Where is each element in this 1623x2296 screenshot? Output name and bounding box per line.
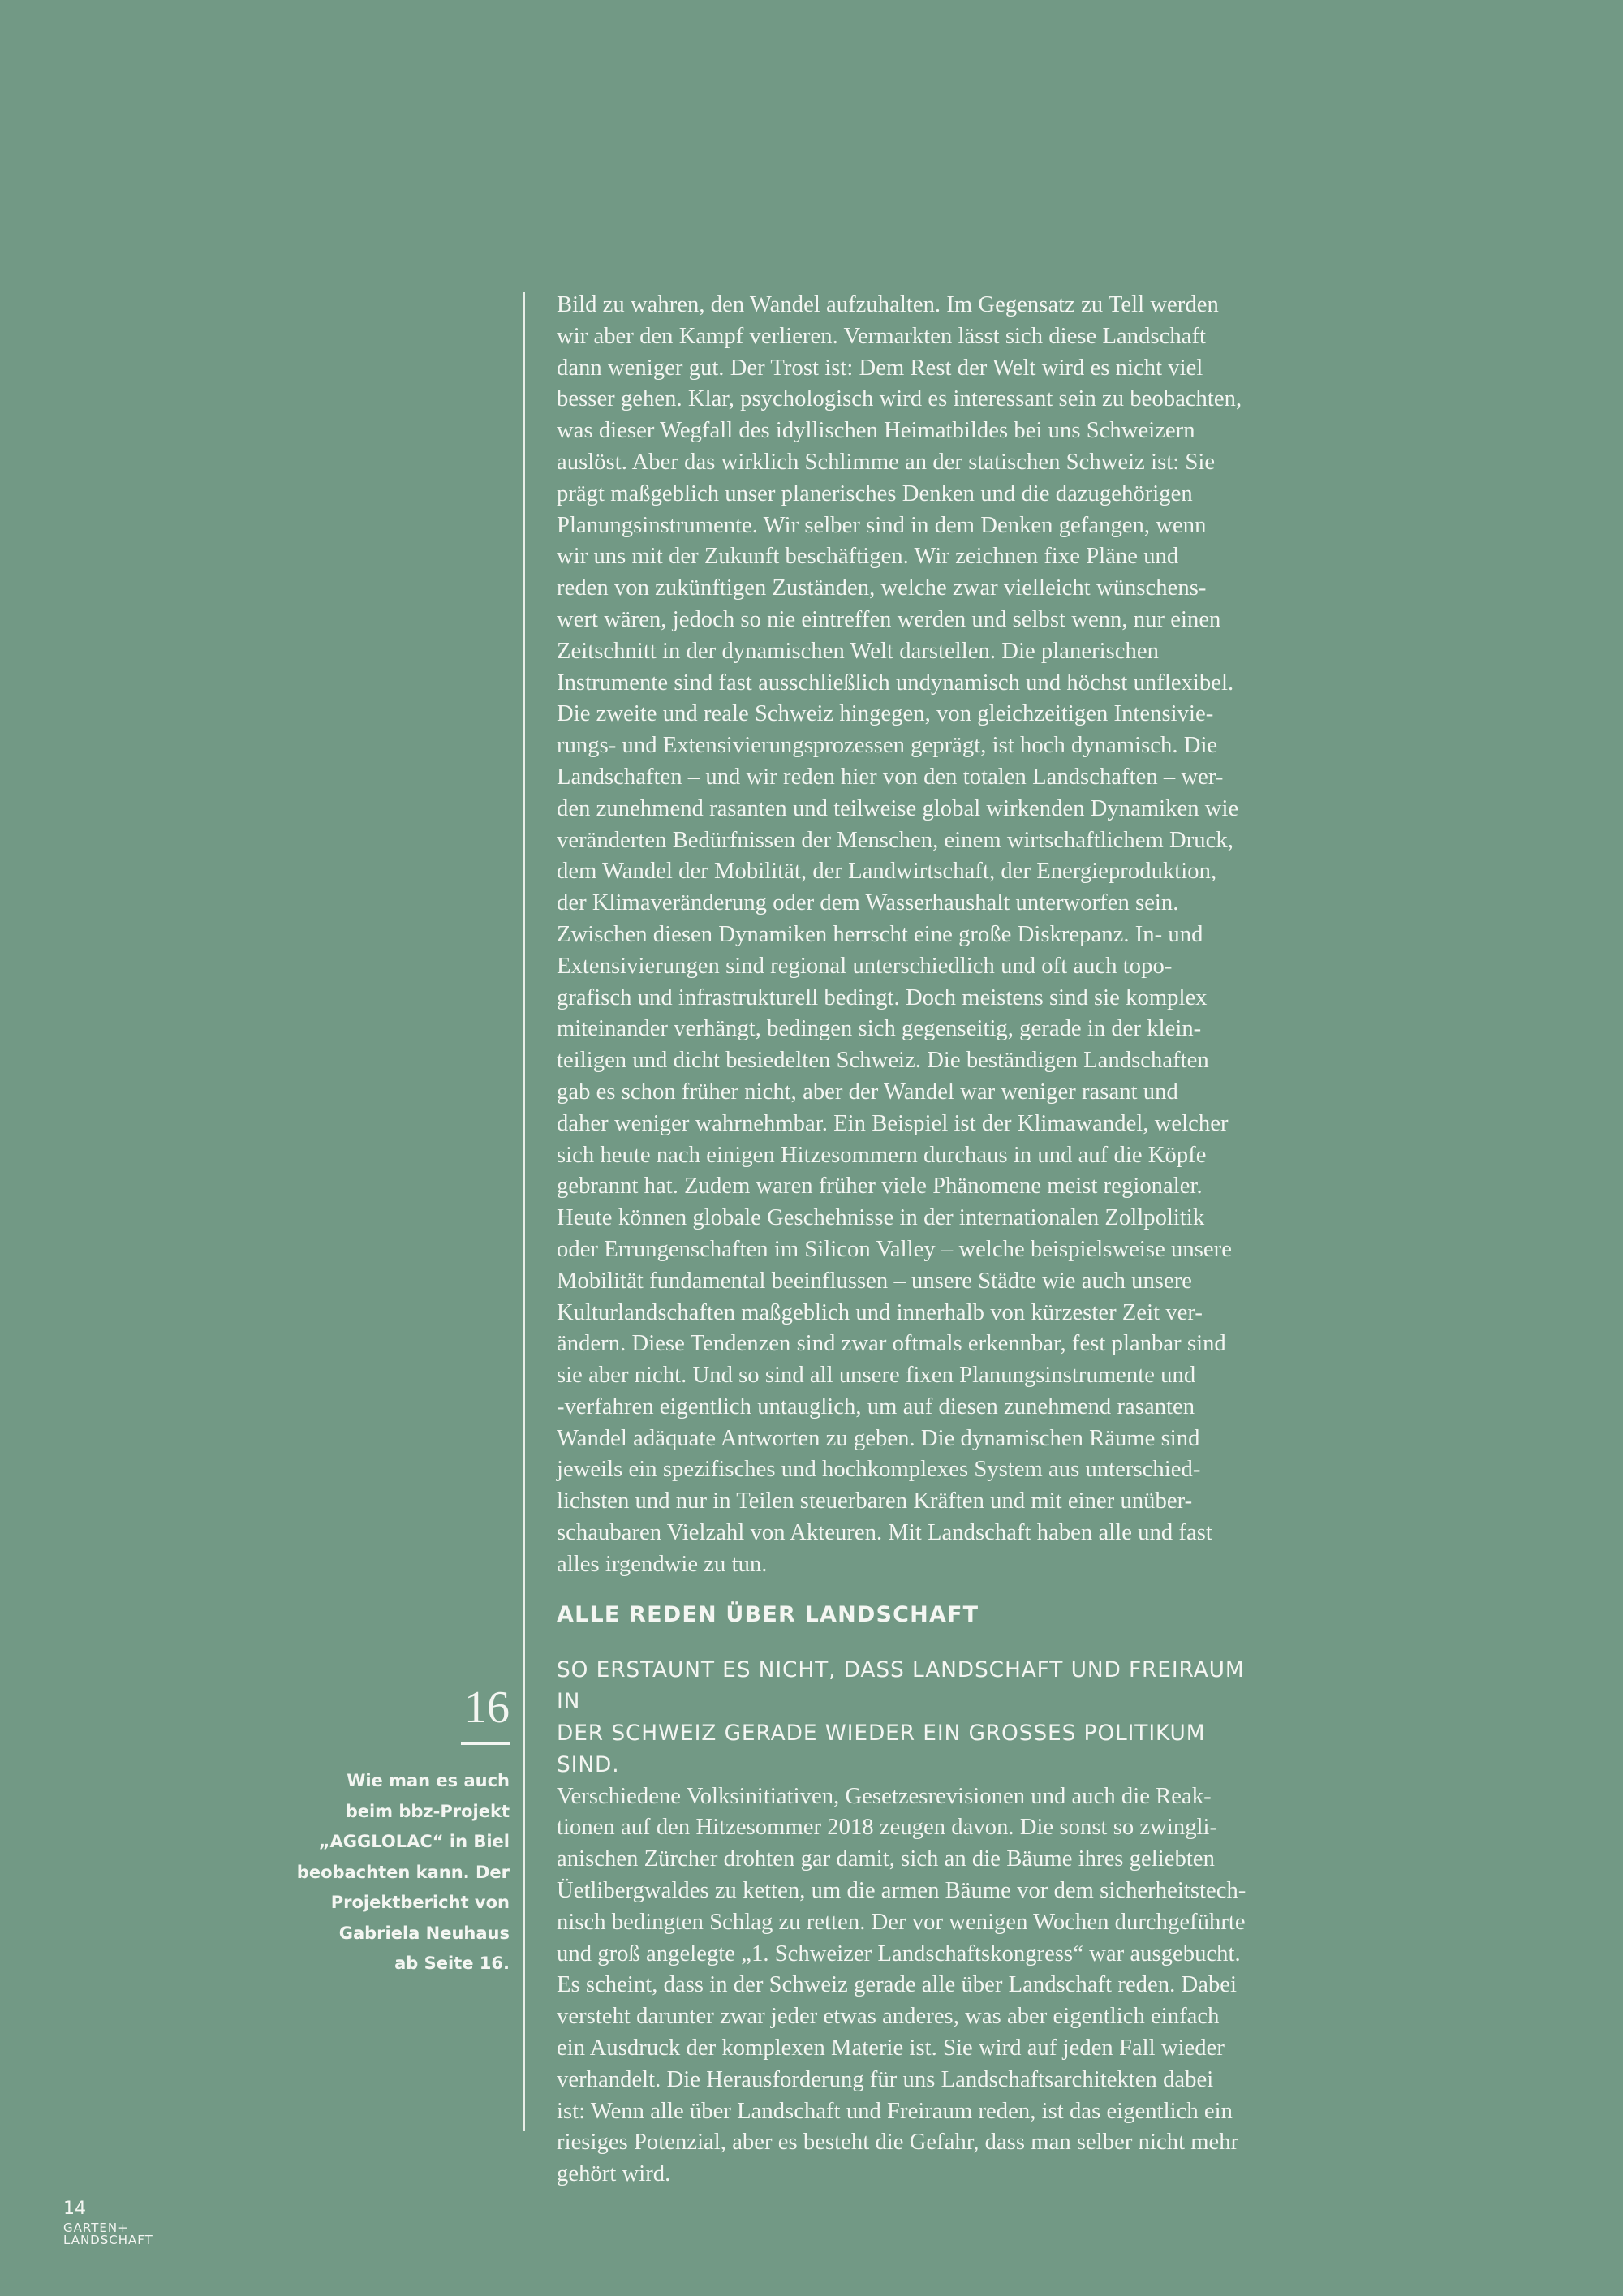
margin-note-rule — [461, 1742, 510, 1745]
column-divider-rule — [523, 292, 525, 2131]
magazine-name: GARTEN+ LANDSCHAFT — [63, 2221, 153, 2247]
article-column — [557, 290, 1271, 2190]
section-heading: ALLE REDEN ÜBER LANDSCHAFT — [557, 1601, 979, 1627]
article-body-part-1: Bild zu wahren, den Wandel aufzuhalten. Im Gegensatz zu Tell werden wir aber den Kampf verlieren. Vermarkten lässt sich diese Landschaft dann weniger gut. Der Trost ist: Dem Rest der Welt wird es nicht viel besser gehen. Klar, psychologisch wird es interessant sein zu beobachten, was dieser Wegfall des idyllischen Heimatbildes bei uns Schweizern auslöst. Aber das wirklich Schlimme an der statischen Schweiz ist: Sie prägt maßgeblich unser planerisches Denken und die dazugehörigen Planungsinstrumente. Wir selber sind in dem Denken gefangen, wenn wir uns mit der Zukunft beschäftigen. Wir zeichnen fixe Pläne und reden von zukünftigen Zuständen, welche zwar vielleicht wünschens- wert wären, jedoch so nie eintreffen werden und selbst wenn, nur einen Zeitschnitt in der dynamischen Welt darstellen. Die planerischen Instrumente sind fast ausschließlich undynamisch und höchst unflexibel. Die zweite und reale Schweiz hingegen, von gleichzeitigen Intensivie- rungs- und Extensivierungsprozessen geprägt, ist hoch dynamisch. Die Landschaften – und wir reden hier von den totalen Landschaften – wer- den zunehmend rasanten und teilweise global wirkenden Dynamiken wie veränderten Bedürfnissen der Menschen, einem wirtschaftlichem Druck, dem Wandel der Mobilität, der Landwirtschaft, der Energieproduktion, der Klimaveränderung oder dem Wasserhaushalt unterworfen sein. Zwischen diesen Dynamiken herrscht eine große Diskrepanz. In- und Extensivierungen sind regional unterschiedlich und oft auch topo- grafisch und infrastrukturell bedingt. Doch meistens sind sie komplex miteinander verhängt, bedingen sich gegenseitig, gerade in der klein- teiligen und dicht besiedelten Schweiz. Die beständigen Landschaften gab es schon früher nicht, aber der Wandel war weniger rasant und daher weniger wahrnehmbar. Ein Beispiel ist der Klimawandel, welcher sich heute nach einigen Hitzesommern durchaus in und auf die Köpfe gebrannt hat. Zudem waren früher viele Phänomene meist regionaler. Heute können globale Geschehnisse in der internationalen Zollpolitik oder Errungenschaften im Silicon Valley – welche beispielsweise unsere Mobilität fundamental beeinflussen – unsere Städte wie auch unsere Kulturlandschaften maßgeblich und innerhalb von kürzester Zeit ver- ändern. Diese Tendenzen sind zwar oftmals erkennbar, fest planbar sind sie aber nicht. Und so sind all unsere fixen Planungsinstrumente und -verfahren eigentlich untauglich, um auf diesen zunehmend rasanten Wandel adäquate Antworten zu geben. Die dynamischen Räume sind jeweils ein spezifisches und hochkomplexes System aus unterschied- lichsten und nur in Teilen steuerbaren Kräften und mit einer unüber- schaubaren Vielzahl von Akteuren. Mit Landschaft haben alle und fast alles irgendwie zu tun. — [557, 292, 1242, 1577]
page-number: 14 — [63, 2199, 86, 2219]
margin-note — [292, 1682, 510, 1979]
article-body-part-2: Verschiedene Volksinitiativen, Gesetzesrevisionen und auch die Reak- tionen auf den Hitzesommer 2018 zeugen davon. Die sonst so zwingli- anischen Zürcher drohten gar damit, sich an die Bäume ihres geliebten Üetlibergwaldes zu ketten, um die armen Bäume vor dem sicherheitstech- nisch bedingten Schlag zu retten. Der vor wenigen Wochen durchgeführte und groß angelegte „1. Schweizer Landschaftskongress“ war ausgebucht. Es scheint, dass in der Schweiz gerade alle über Landschaft reden. Dabei versteht darunter zwar jeder etwas anderes, was aber eigentlich einfach ein Ausdruck der komplexen Materie ist. Sie wird auf jeden Fall wieder verhandelt. Die Herausforderung für uns Landschaftsarchitekten dabei ist: Wenn alle über Landschaft und Freiraum reden, ist das eigentlich ein riesiges Potenzial, aber es besteht die Gefahr, dass man selber nicht mehr gehört wird. — [557, 1783, 1246, 2187]
margin-note-text: Wie man es auch beim bbz-Projekt „AGGLOLAC“ in Biel beobachten kann. Der Projektbericht von Gabriela Neuhaus ab Seite 16. — [296, 1771, 510, 1973]
lead-paragraph: SO ERSTAUNT ES NICHT, DASS LANDSCHAFT UND FREIRAUM IN DER SCHWEIZ GERADE WIEDER EIN GROSSES POLITIKUM SIND. — [557, 1657, 1245, 1777]
page-folio — [63, 2199, 153, 2246]
margin-note-number: 16 — [464, 1682, 510, 1733]
